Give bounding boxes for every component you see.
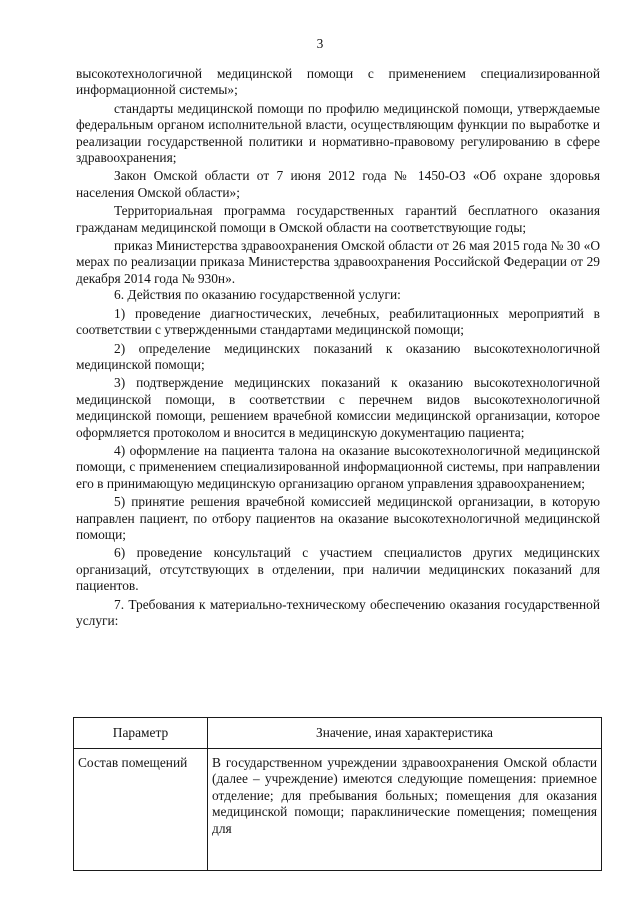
- list-item: 3) подтверждение медицинских показаний к оказанию высокотехнологичной медицинской помощи, в соответствии с перечнем видов высокотехнологичной медицинской помощи, решением врачебной комиссии медицинской организации, которое оформляется протоколом и вносится в медицинскую документацию пациента;: [76, 375, 600, 440]
- list-item: 2) определение медицинских показаний к оказанию высокотехнологичной медицинской помощи;: [76, 340, 600, 372]
- list-item: 4) оформление на пациента талона на оказание высокотехнологичной медицинской помощи, с применением специализированной информационной системы, при направлении его в принимающую медицинскую организацию органом управления здравоохранением;: [76, 442, 600, 491]
- table-row: [74, 749, 602, 871]
- row-parameter-cell: Состав помещений: [74, 749, 208, 871]
- row-value-cell: В государственном учреждении здравоохранения Омской области (далее – учреждение) имеются следующие помещения: приемное отделение; для пребывания больных; помещения для оказания медицинской помощи; параклинические помещения; помещения для: [208, 749, 602, 871]
- list-item: 6) проведение консультаций с участием специалистов других медицинских организаций, отсутствующих в отделении, при наличии медицинских показаний для пациентов.: [76, 545, 600, 594]
- section-heading: 7. Требования к материально-техническому обеспечению оказания государственной услуги:: [76, 596, 600, 628]
- page-number: 3: [316, 36, 324, 51]
- paragraph: приказ Министерства здравоохранения Омской области от 26 мая 2015 года № 30 «О мерах по реализации приказа Министерства здравоохранения Российской Федерации от 29 декабря 2014 года № 930н».: [76, 238, 600, 286]
- requirements-table: [73, 717, 602, 871]
- paragraph: стандарты медицинской помощи по профилю медицинской помощи, утверждаемые федеральным органом исполнительной власти, осуществляющим функции по выработке и реализации государственной политики и нормативно-правовому регулированию в сфере здравоохранения;: [76, 100, 600, 166]
- body-text: [76, 66, 600, 629]
- table-header-row: [74, 718, 602, 749]
- column-header-value: Значение, иная характеристика: [208, 718, 602, 749]
- list-item: 5) принятие решения врачебной комиссией медицинской организации, в которую направлен пациент, по отбору пациентов на оказание высокотехнологичной медицинской помощи;: [76, 494, 600, 542]
- paragraph: Закон Омской области от 7 июня 2012 года № 1450-ОЗ «Об охране здоровья населения Омской области»;: [76, 168, 600, 200]
- list-item: 1) проведение диагностических, лечебных, реабилитационных мероприятий в соответствии с утвержденными стандартами медицинской помощи;: [76, 305, 600, 338]
- paragraph: Территориальная программа государственных гарантий бесплатного оказания гражданам медицинской помощи в Омской области на соответствующие годы;: [76, 203, 600, 235]
- column-header-parameter: Параметр: [74, 718, 208, 749]
- section-heading: 6. Действия по оказанию государственной услуги:: [114, 287, 401, 303]
- paragraph: высокотехнологичной медицинской помощи с применением специализированной информационной системы»;: [76, 66, 600, 98]
